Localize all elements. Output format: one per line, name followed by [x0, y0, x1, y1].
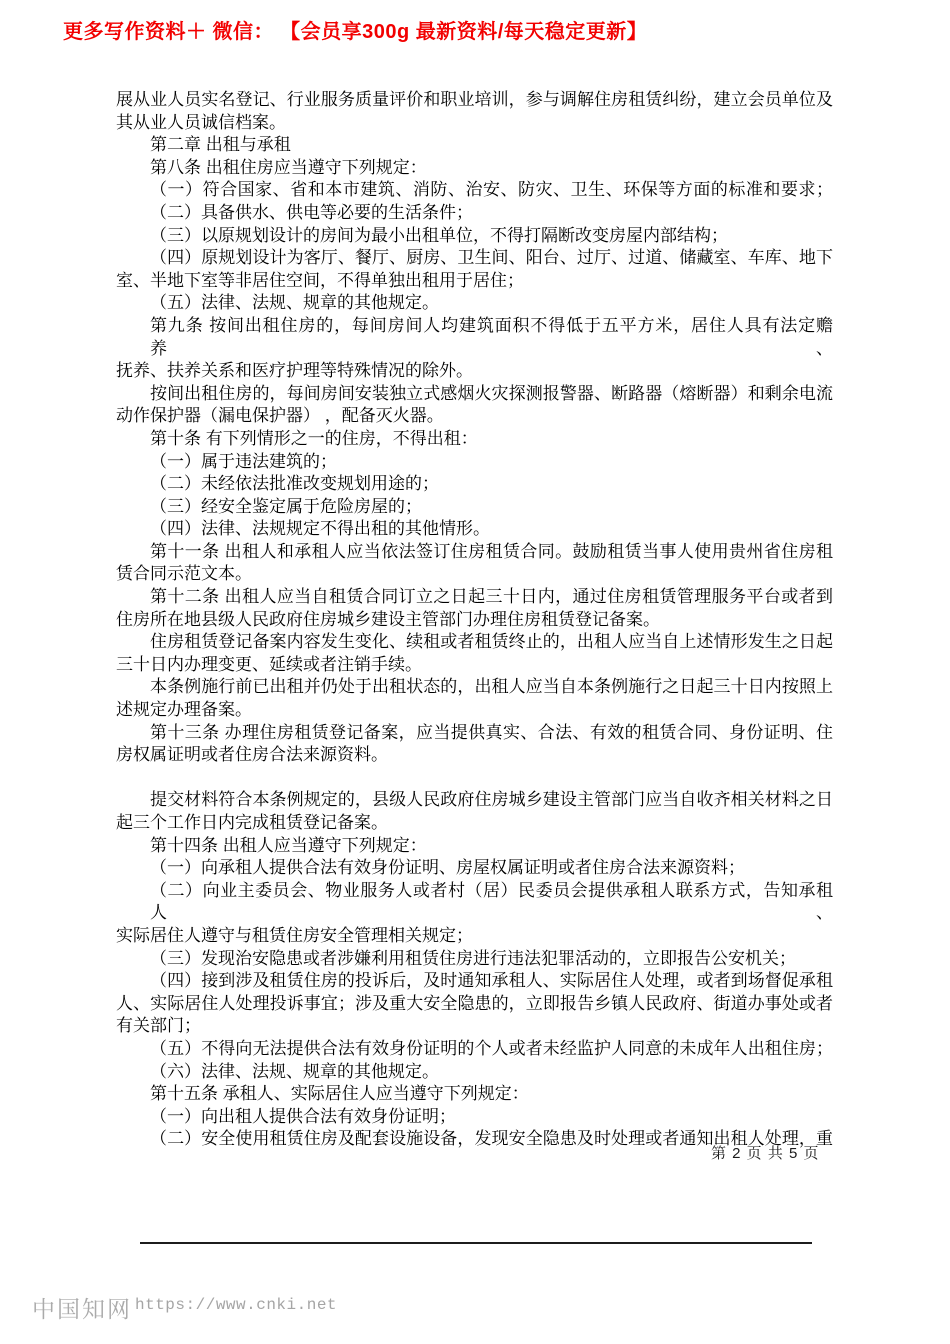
- text-line: （一）向出租人提供合法有效身份证明；: [150, 1106, 456, 1126]
- text-line: 第十五条 承租人、实际居住人应当遵守下列规定：: [150, 1084, 529, 1104]
- text-line: 第九条 按间出租住房的，每间房间人均建筑面积不得低于五平方米，居住人具有法定赡养、: [150, 315, 833, 358]
- promo-banner: 更多写作资料＋ 微信： 【会员享300g 最新资料/每天稳定更新】: [63, 21, 648, 43]
- blank-line: [116, 767, 833, 790]
- text-line: 第十一条 出租人和承租人应当依法签订住房租赁合同。鼓励租赁当事人使用贵州省住房租: [150, 541, 833, 561]
- text-line: 第十条 有下列情形之一的住房，不得出租：: [150, 428, 478, 448]
- text-line: （三）以原规划设计的房间为最小出租单位，不得打隔断改变房屋内部结构；: [150, 225, 728, 245]
- document-body: [116, 89, 833, 1151]
- text-line: （五）法律、法规、规章的其他规定。: [150, 293, 439, 313]
- text-line: 住房所在地县级人民政府住房城乡建设主管部门办理住房租赁登记备案。: [116, 609, 660, 629]
- text-line: （四）原规划设计为客厅、餐厅、厨房、卫生间、阳台、过厅、过道、储藏室、车库、地下: [150, 248, 833, 268]
- text-line: 第八条 出租住房应当遵守下列规定：: [150, 157, 427, 177]
- text-line: 述规定办理备案。: [116, 700, 252, 720]
- text-line: 其从业人员诚信档案。: [116, 112, 286, 132]
- text-line: 人、实际居住人处理投诉事宜；涉及重大安全隐患的，立即报告乡镇人民政府、街道办事处或者: [116, 993, 833, 1013]
- text-line: （二）向业主委员会、物业服务人或者村（居）民委员会提供承租人联系方式，告知承租人、: [150, 880, 833, 923]
- text-line: 抚养、扶养关系和医疗护理等特殊情况的除外。: [116, 361, 473, 381]
- text-line: （五）不得向无法提供合法有效身份证明的个人或者未经监护人同意的未成年人出租住房；: [150, 1038, 833, 1058]
- text-line: （三）经安全鉴定属于危险房屋的；: [150, 496, 422, 516]
- text-line: 展从业人员实名登记、行业服务质量评价和职业培训，参与调解住房租赁纠纷，建立会员单位及: [116, 90, 833, 109]
- text-line: 第十二条 出租人应当自租赁合同订立之日起三十日内，通过住房租赁管理服务平台或者到: [150, 587, 833, 607]
- cnki-logo-text: 中国知网: [32, 1296, 132, 1322]
- text-line: （六）法律、法规、规章的其他规定。: [150, 1061, 439, 1081]
- text-line: 提交材料符合本条例规定的，县级人民政府住房城乡建设主管部门应当自收齐相关材料之日: [150, 790, 833, 810]
- text-line: 住房租赁登记备案内容发生变化、续租或者租赁终止的，出租人应当自上述情形发生之日起: [150, 632, 833, 652]
- text-line: 动作保护器（漏电保护器） ，配备灭火器。: [116, 406, 444, 426]
- text-line: 实际居住人遵守与租赁住房安全管理相关规定；: [116, 925, 473, 945]
- text-line: 第十四条 出租人应当遵守下列规定：: [150, 835, 427, 855]
- cnki-url: https://www.cnki.net: [135, 1296, 338, 1314]
- text-line: 第十三条 办理住房租赁登记备案，应当提供真实、合法、有效的租赁合同、身份证明、住: [150, 722, 833, 742]
- text-line: 按间出租住房的，每间房间安装独立式感烟火灾探测报警器、断路器（熔断器）和剩余电流: [150, 383, 833, 403]
- text-line: （二）未经依法批准改变规划用途的；: [150, 474, 439, 494]
- text-line: 起三个工作日内完成租赁登记备案。: [116, 813, 388, 832]
- text-line: （一）向承租人提供合法有效身份证明、房屋权属证明或者住房合法来源资料；: [150, 858, 745, 878]
- text-line: 室、半地下室等非居住空间，不得单独出租用于居住；: [116, 270, 524, 290]
- text-line: 本条例施行前已出租并仍处于出租状态的，出租人应当自本条例施行之日起三十日内按照上: [150, 677, 833, 697]
- text-line: （二）安全使用租赁住房及配套设施设备，发现安全隐患及时处理或者通知出租人处理，重: [150, 1129, 833, 1149]
- text-line: 房权属证明或者住房合法来源资料。: [116, 745, 388, 765]
- text-line: （二）具备供水、供电等必要的生活条件；: [150, 202, 473, 222]
- text-line: 第二章 出租与承租: [150, 135, 291, 155]
- text-line: 三十日内办理变更、延续或者注销手续。: [116, 654, 422, 674]
- text-line: 有关部门；: [116, 1016, 201, 1036]
- text-line: （三）发现治安隐患或者涉嫌利用租赁住房进行违法犯罪活动的，立即报告公安机关；: [150, 948, 796, 968]
- text-line: （一）属于违法建筑的；: [150, 451, 337, 471]
- text-line: （一）符合国家、省和本市建筑、消防、治安、防灾、卫生、环保等方面的标准和要求；: [150, 180, 833, 200]
- footer-divider: [140, 1242, 812, 1244]
- text-line: （四）法律、法规规定不得出租的其他情形。: [150, 519, 490, 539]
- text-line: （四）接到涉及租赁住房的投诉后，及时通知承租人、实际居住人处理，或者到场督促承租: [150, 971, 833, 991]
- text-line: 赁合同示范文本。: [116, 564, 252, 584]
- page-number: 第 2 页 共 5 页: [711, 1145, 820, 1162]
